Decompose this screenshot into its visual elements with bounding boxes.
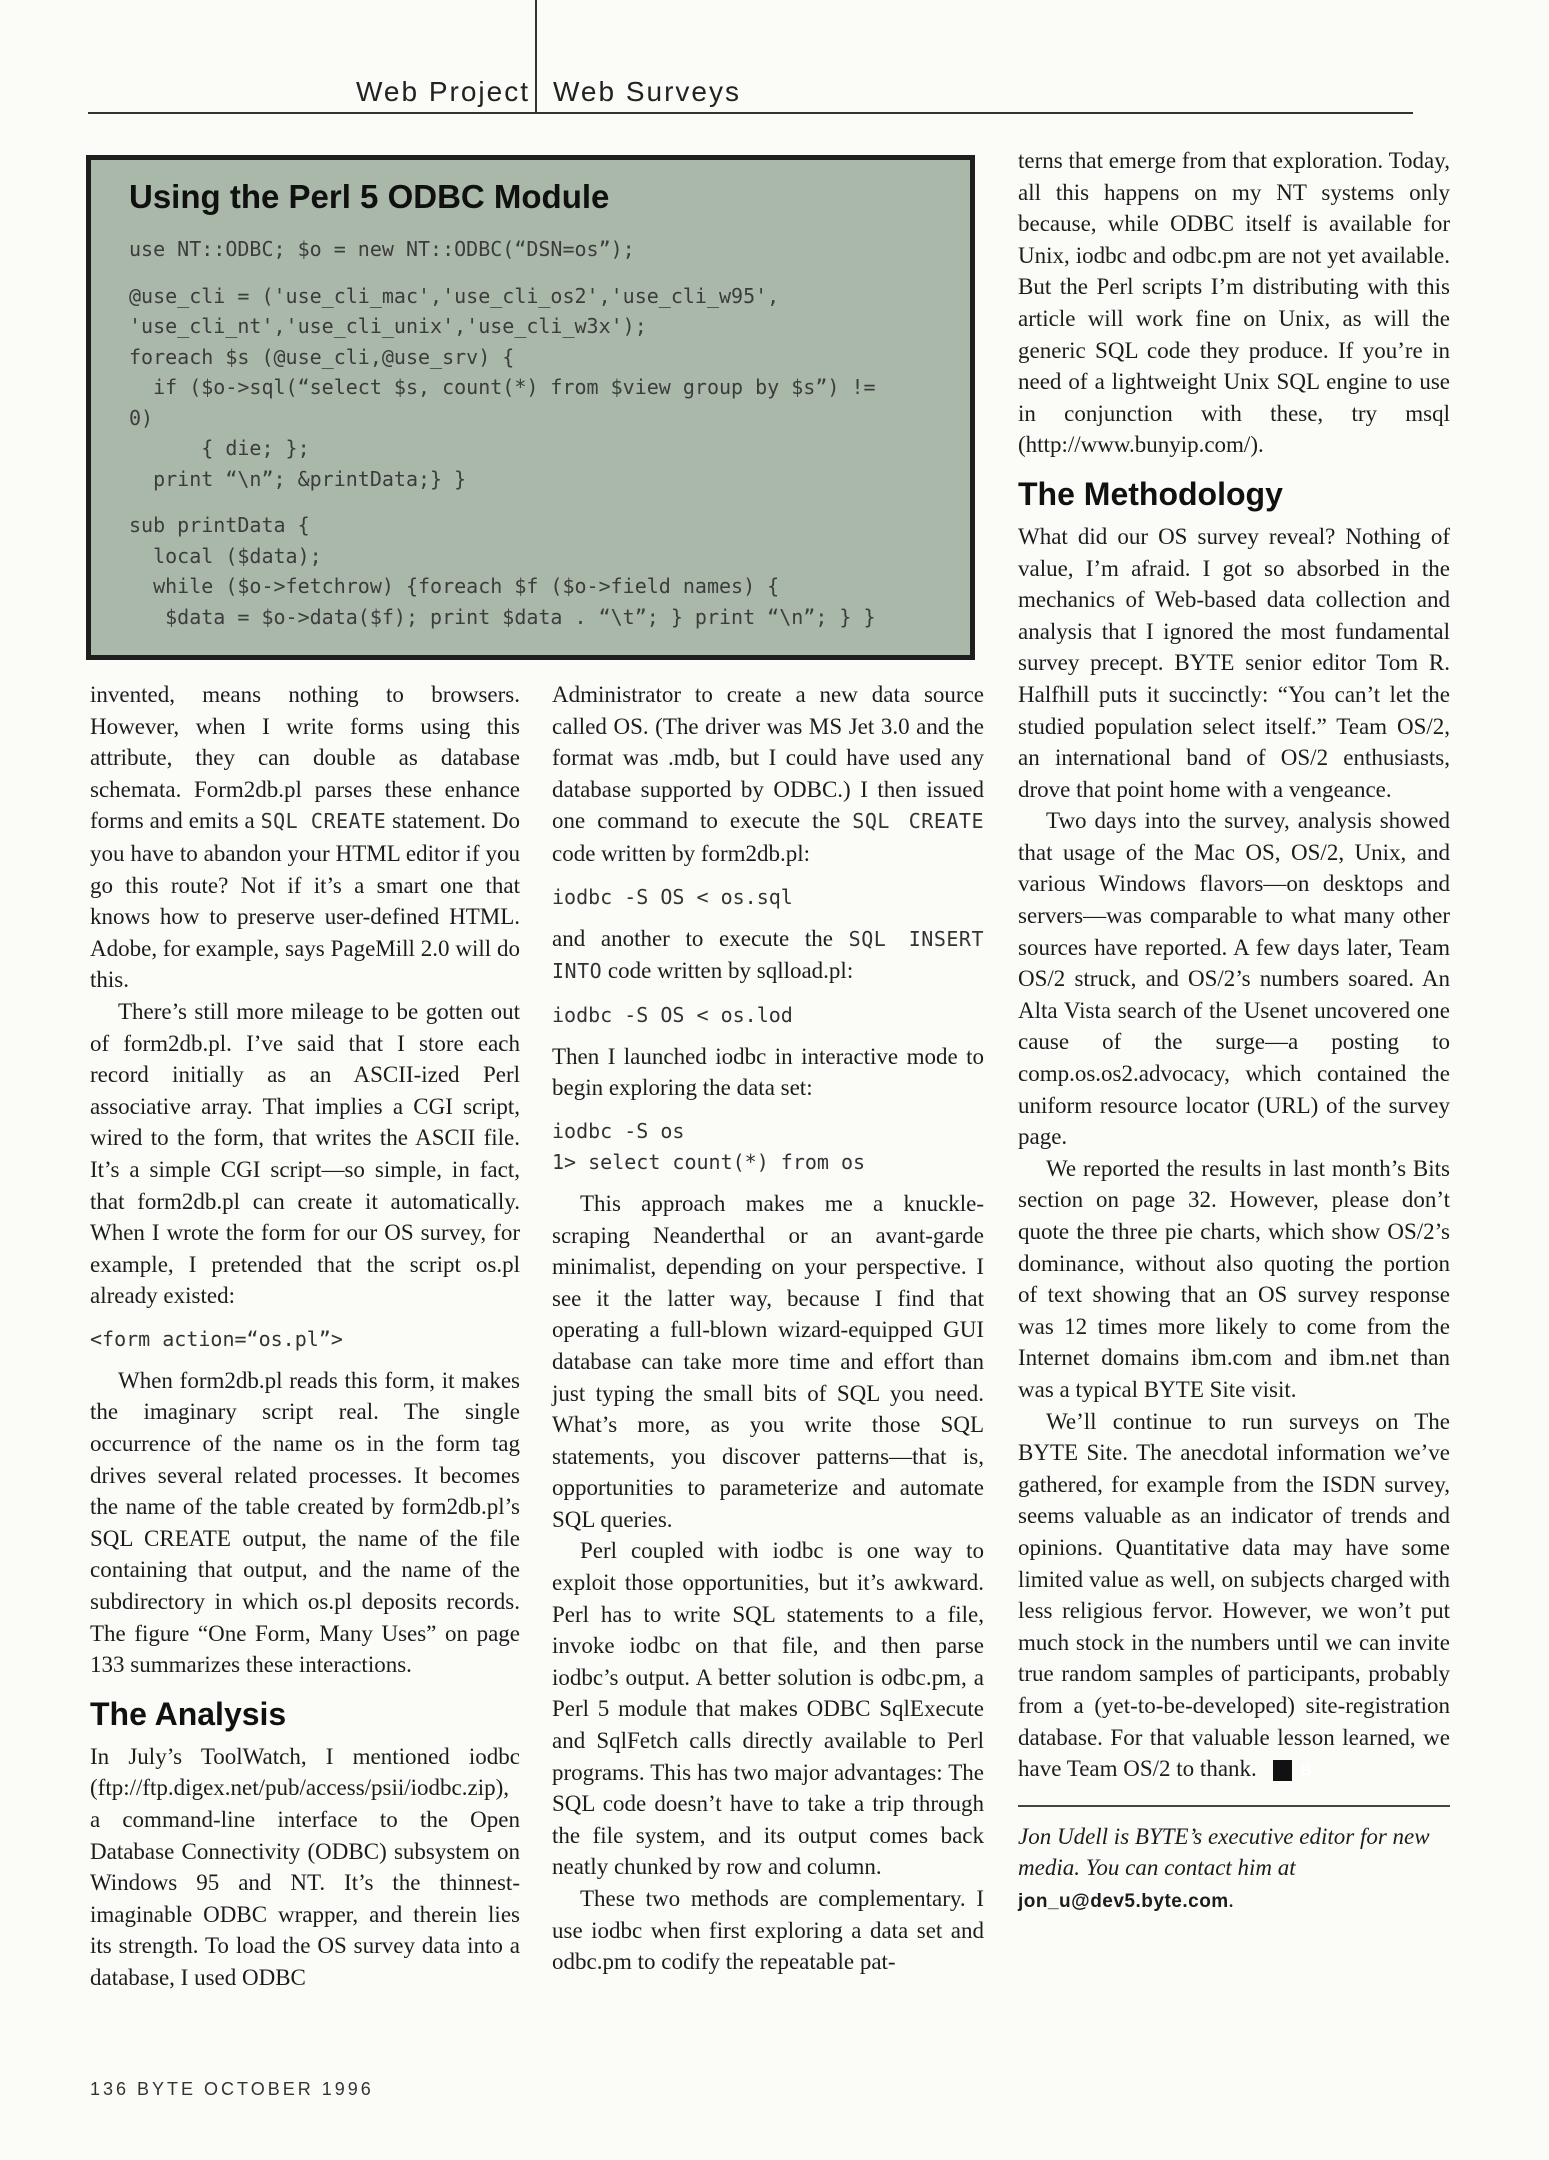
code-line: 0): [129, 405, 154, 430]
code-line: $data = $o->data($f); print $data . “\t”; } print “\n”; } }: [129, 604, 876, 629]
author-email: jon_u@dev5.byte.com: [1018, 1890, 1229, 1912]
column-1: [90, 679, 520, 1994]
section-heading: The Analysis: [90, 1695, 287, 1732]
sidebar-code: [129, 234, 936, 632]
column-2: [552, 679, 984, 1978]
column-3: [1018, 145, 1450, 1917]
sidebar-title: Using the Perl 5 ODBC Module: [129, 178, 610, 215]
code-sample: <form action=“os.pl”>: [90, 1326, 343, 1351]
byte-end-mark-icon: B: [1273, 1760, 1292, 1781]
code-line: 'use_cli_nt','use_cli_unix','use_cli_w3x');: [129, 314, 647, 338]
page-footer: 136 BYTE OCTOBER 1996: [90, 2079, 374, 2099]
code-line: foreach $s (@use_cli,@use_srv) {: [129, 344, 515, 369]
section-heading: The Methodology: [1018, 475, 1283, 512]
code-gap: [129, 265, 936, 281]
code-line: local ($data);: [129, 543, 322, 568]
code-line: use NT::ODBC; $o = new NT::ODBC(“DSN=os”);: [129, 237, 635, 261]
code-sample: iodbc -S os 1> select count(*) from os: [552, 1118, 866, 1174]
paragraph: There’s still more mileage to be gotten out of form2db.pl. I’ve said that I store each record initially as an ASCII-ized Perl associative array. That implies a CGI script, wired to the form, that writes the ASCII file. It’s a simple CGI script—so simple, in fact, that form2db.pl can create it automatically. When I wrote the form for our OS survey, for example, I pretended that the script os.pl already existed:: [90, 998, 520, 1309]
section-label: Web Project: [356, 76, 530, 107]
code-sample: iodbc -S OS < os.lod: [552, 1002, 793, 1027]
code-gap: [129, 494, 936, 510]
paragraph: When form2db.pl reads this form, it makes the imaginary script real. The single occurrence of the name os in the form tag drives several related processes. It becomes the name of the table created by form2db.pl’s SQL CREATE output, the name of the file containing that output, and the name of the subdirectory in which os.pl deposits records. The figure “One Form, Many Uses” on page 133 summarizes these interactions.: [90, 1367, 520, 1678]
paragraph: Then I launched iodbc in interactive mode to begin exploring the data set:: [552, 1043, 984, 1101]
inline-code: SQL CREATE: [852, 809, 984, 834]
code-line: if ($o->sql(“select $s, count(*) from $view group by $s”) !=: [129, 375, 876, 399]
code-sample: iodbc -S OS < os.sql: [552, 884, 793, 909]
paragraph: We reported the results in last month’s Bits section on page 32. However, please don’t quote the three pie charts, which show OS/2’s dominance, without also quoting the portion of text showing that an OS survey response was 12 times more likely to come from the Internet domains ibm.com and ibm.net than was a typical BYTE Site visit.: [1018, 1155, 1450, 1402]
code-line: while ($o->fetchrow) {foreach $f ($o->field names) {: [129, 574, 780, 598]
paragraph: What did our OS survey reveal? Nothing of value, I’m afraid. I got so absorbed in the mechanics of Web-based data collection and analysis that I ignored the most fundamental survey precept. BYTE senior editor Tom R. Halfhill puts it succinctly: “You can’t let the studied population select itself.” Team OS/2, an international band of OS/2 enthusiasts, drove that point home with a vengeance.: [1018, 523, 1450, 802]
paragraph: This approach makes me a knuckle-scraping Neanderthal or an avant-garde minimalist, depending on your perspective. I see it the latter way, because I find that operating a full-blown wizard-equipped GUI database can take more time and effort than just typing the small bits of SQL you need. What’s more, as you write those SQL statements, you discover patterns—that is, opportunities to parameterize and automate SQL queries.: [552, 1190, 984, 1532]
paragraph: In July’s ToolWatch, I mentioned iodbc (ftp://ftp.digex.net/pub/access/psii/iodbc.zip), a command-line interface to the Open Database Connectivity (ODBC) subsystem on Windows 95 and NT. It’s the thinnest-imaginable ODBC wrapper, and therein lies its strength. To load the OS survey data into a database, I used ODBC: [90, 1743, 520, 1990]
topic-label: Web Surveys: [553, 76, 741, 107]
header-divider: [535, 0, 537, 112]
code-sidebar: [86, 155, 975, 660]
header-rule: [88, 112, 1413, 114]
code-line: @use_cli = ('use_cli_mac','use_cli_os2','use_cli_w95',: [129, 283, 780, 308]
bio-divider: [1018, 1805, 1450, 1807]
paragraph: Perl coupled with iodbc is one way to exploit those opportunities, but it’s awkward. Perl has to write SQL statements to a file, invoke iodbc on that file, and then parse iodbc’s output. A better solution is odbc.pm, a Perl 5 module that makes ODBC SqlExecute and SqlFetch calls directly available to Perl programs. This has two major advantages: The SQL code doesn’t have to take a trip through the file system, and its output comes back neatly chunked by row and column.: [552, 1538, 984, 1880]
paragraph: Administrator to create a new data source called OS. (The driver was MS Jet 3.0 and the format was .mdb, but I could have used any database supported by ODBC.) I then issued one command to execute the SQL CREATE code written by form2db.pl:: [552, 682, 984, 866]
code-line: sub printData {: [129, 513, 310, 537]
paragraph: We’ll continue to run surveys on The BYTE Site. The anecdotal information we’ve gathered, for example from the ISDN survey, seems valuable as an indicator of trends and opinions. Quantitative data may have some limited value as well, on subjects charged with less religious fervor. However, we won’t put much stock in the numbers until we can invite true random samples of participants, probably from a (yet-to-be-developed) site-registration database. For that valuable lesson learned, we have Team OS/2 to thank. B: [1018, 1408, 1450, 1782]
author-bio: Jon Udell is BYTE’s executive editor for new media. You can contact him at jon_u@dev5.byte.com.: [1018, 1823, 1430, 1912]
paragraph: These two methods are complementary. I use iodbc when first exploring a data set and odbc.pm to codify the repeatable pat-: [552, 1886, 984, 1975]
paragraph: invented, means nothing to browsers. However, when I write forms using this attribute, they can double as database schemata. Form2db.pl parses these enhance forms and emits a SQL CREATE statement. Do you have to abandon your HTML editor if you go this route? Not if it’s a smart one that knows how to preserve user-defined HTML. Adobe, for example, says PageMill 2.0 will do this.: [90, 682, 520, 993]
paragraph: terns that emerge from that exploration. Today, all this happens on my NT systems only because, while ODBC itself is available for Unix, iodbc and odbc.pm are not yet available. But the Perl scripts I’m distributing with this article will work fine on Unix, as will the generic SQL code they produce. If you’re in need of a lightweight Unix SQL engine to use in conjunction with these, try msql (http://www.bunyip.com/).: [1018, 148, 1450, 458]
inline-code: SQL CREATE: [260, 809, 387, 834]
paragraph: Two days into the survey, analysis showed that usage of the Mac OS, OS/2, Unix, and various Windows flavors—on desktops and servers—was comparable to what many other sources have reported. A few days later, Team OS/2 struck, and OS/2’s numbers soared. An Alta Vista search of the Usenet uncovered one cause of the surge—a posting to comp.os.os2.advocacy, which contained the uniform resource locator (URL) of the survey page.: [1018, 808, 1450, 1150]
code-line: { die; };: [129, 436, 310, 460]
paragraph: and another to execute the SQL INSERT INTO code written by sqlload.pl:: [552, 925, 984, 984]
code-line: print “\n”; &printData;} }: [129, 466, 467, 491]
inline-code: SQL INSERT INTO: [552, 926, 984, 984]
